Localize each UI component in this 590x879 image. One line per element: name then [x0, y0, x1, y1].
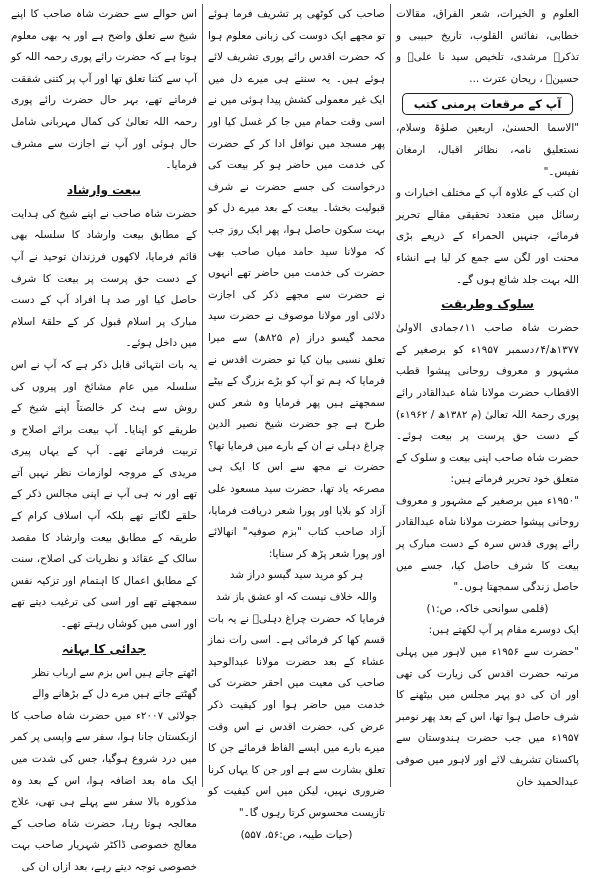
citation: (قلمی سوانحی خاکہ، ص:۱): [426, 602, 549, 615]
column-left: [6, 4, 202, 873]
paragraph: "۱۹۵۰ء میں برصغیر کے مشہور و معروف روحانی پیشوا حضرت مولانا شاہ عبدالقادر رائے پوری قدس سرہ کے دست مبارک پر بیعت کا شرف حاصل کیا، جسے میں حاصل زندگی سمجھتا ہوں۔": [396, 494, 579, 594]
paragraph: اس حوالے سے حضرت شاہ صاحب کا اپنے شیخ سے تعلق واضح ہے اور یہ بھی معلوم ہوتا ہے کہ حضرت رائے پوری رحمہ اللہ کو آپ سے کتنا تعلق تھا اور آپ پر کتنی شفقت فرماتے تھے، بہر حال حضرت رائے پوری رحمہ اللہ تعالیٰ کی کمال مہربانی شامل حال ہوئی اور آپ نے اجازت سے مشرف فرمایا۔: [11, 8, 197, 172]
paragraph: جولائی ۲۰۰۷ء میں حضرت شاہ صاحب کا ازبکستان جانا ہوا، سفر سے واپسی پر کمر میں درد شروع ہوگیا، جس کی شدت میں ایک ماہ بعد اضافہ ہوا، اس کے بعد وہ مذکورہ بالا سفر سے پہلے ہی تھی، علاج معالجہ ہوتا رہا، حضرت شاہ صاحب کے معالج خصوصی ڈاکٹر شہریار صاحب بہت خصوصی توجہ دیتے رہے، بعد ازاں ان کی: [11, 709, 197, 873]
section-heading: جدائی کا بہانہ: [62, 641, 146, 656]
verse-line: ہر کو مرید سید گیسو دراز شد: [229, 569, 364, 582]
paragraph: العلوم و الخیرات، شعر الفراق، مقالات خطابی، نفائس القلوب، تاریخ حبیبی و تذکرۂ مرشدی، تلخیص سید نا علیؓ و حسینؓ ، ریحان عترت ...: [396, 8, 579, 85]
paragraph: ان کتب کے علاوہ آپ کے مختلف اخبارات و رسائل میں متعدد تحقیقی مقالے تحریر فرمائے، جنہیں الحمراء کے ذریعے بڑی محنت اور لگن سے جمع کر لیا ہے انشاء اللہ بہت جلد شائع ہوں گے۔: [396, 187, 579, 286]
section-heading: سلوک وطریقت: [441, 297, 534, 312]
column-middle: [202, 4, 391, 841]
paragraph: صاحب کی کوٹھی پر تشریف فرما ہوئے تو مجھے ایک دوست کی زبانی معلوم ہوا کہ حضرت اقدس رائے پوری تشریف لائے ہوئے ہیں۔ یہ سنتے ہی میرے دل میں ایک غیر معمولی کشش پیدا ہوئی میں نے اسی وقت حمام میں جا کر غسل کیا اور پھر مسجد میں نوافل ادا کر کے حضرت کی خدمت میں حاضر ہو کر بیعت کی درخواست کی جسے حضرت نے شرف قبولیت بخشا۔ بیعت کے بعد میرے دل کو بہت سکون حاصل ہوا، پھر ایک روز جب کہ مولانا سید حامد میاں صاحب بھی حضرت کی خدمت میں حاضر تھے انہوں نے حضرت سے مجھے ذکر کی اجازت دلائی اور مولانا موصوف نے حضرت سید محمد گیسو دراز (م ۸۲۵ھ) سے میرا تعلق نسبی بیان کیا تو حضرت اقدس نے فرمایا کہ ہم تو آپ کو بڑے بزرگ کے بیٹے سمجھتے ہیں پھر فرمایا وہ شعر کس طرح ہے جو حضرت شیخ نصیر الدین چراغ دہلی نے ان کے بارے میں فرمایا تھا؟ حضرت نے مجھ سے اس کا ایک ہی مصرعہ یاد تھا، حضرت سید مسعود علی آزاد کو بلایا اور پورا شعر دریافت فرمایا، آزاد صاحب کتاب "بزم صوفیہ" انھالائے اور پورا شعر پڑھ کر سنایا:: [208, 8, 386, 560]
paragraph: حضرت شاہ صاحب نے اپنے شیخ کی ہدایت کے مطابق بیعت وارشاد کا سلسلہ بھی قائم فرمایا، لاکھوں فرزندان توحید نے آپ کے دست حق پرست پر بیعت کا شرف حاصل کیا اور صد ہا افراد آپ کے دست مبارک پر اسلام قبول کر کے حلقۂ اسلام میں داخل ہوئے۔: [11, 207, 197, 350]
citation: (حیات طیبہ، ص:۵۶، ۵۵۷): [240, 828, 353, 841]
section-heading-boxed: آپ کے مرقعات پرمنی کتب: [402, 93, 573, 115]
paragraph: ایک دوسرے مقام پر آپ لکھتے ہیں:: [428, 624, 579, 637]
paragraph: یہ بات انتہائی قابل ذکر ہے کہ آپ نے اس سلسلہ میں عام مشائخ اور پیروں کی روش سے ہٹ کر خالصتاً اپنے شیخ کے طریقے کو اپنایا۔ آپ بیعت برائے اصلاح و تربیت فرماتے تھے۔ آپ کے یہاں پیری مریدی کے مروجہ لوازمات نظر نہیں آتے تھے اور نہ ہی آپ نے اپنی مجالس ذکر کے حلقے لگاتے تھے بلکہ آپ اسلاف کرام کے طریقہ کے مطابق بیعت وارشاد کا مقصد سالک کے عقائد و نظریات کی اصلاح، سنت کے مطابق اعمال کا اہتمام اور تزکیہ نفس سمجھتے تھے اور اسی کی ترغیب دیتے تھے اور اسی میں کوشاں رہتے تھے۔: [11, 358, 197, 631]
verse-line: واللہ خلاف نیست کہ او عشق باز شد: [216, 591, 377, 604]
paragraph: "الاسما الحسنیٰ، اربعین صلوٰۃ وسلام، نستعلیق نامہ، نظائر اقبال، ارمغان نفیس۔": [396, 122, 579, 178]
paragraph: حضرت شاہ صاحب ۱۱؍جمادی الاولیٰ ۱۳۷۷ھ/۴؍دسمبر ۱۹۵۷ء کو برصغیر کے مشہور و معروف روحانی پیشوا قطب الاقطاب حضرت مولانا شاہ عبدالقادر رائے پوری رحمۃ اللہ تعالیٰ (م ۱۳۸۲ھ / ۱۹۶۲ء) کے دست حق پرست پر بیعت ہوئے۔ حضرت شاہ صاحب اپنی بیعت و سلوک کے متعلق خود تحریر فرماتے ہیں:: [396, 322, 579, 486]
paragraph: فرمایا کہ حضرت چراغ دہلیؒ نے یہ بات قسم کھا کر فرمائی ہے۔ اسی رات نماز عشاء کے بعد حضرت مولانا عبدالوحید صاحب کی معیت میں احقر حضرت کی خدمت میں حاضر ہوا اور کیفیت ذکر عرض کی، حضرت اقدس نے اس وقت میرے بارے میں ایسے الفاظ فرمائے جن کا تعلق بشارت سے ہے اور جن کا یہاں کرنا ضروری نہیں، لیکن میں اس کیفیت کو تازیست محسوس کرتا رہوں گا۔": [208, 612, 385, 819]
paragraph: "حضرت سے ۱۹۵۶ء میں لاہور میں پہلی مرتبہ حضرت اقدس کی زیارت کی تھی اور ان کی دو پہر مجلس میں بیٹھنے کا شرف حاصل ہوا تھا، اس کے بعد پھر نومبر ۱۹۵۷ء میں جب حضرت ہندوستان سے پاکستان تشریف لائے اور لاہور میں صوفی عبدالحمید خان: [396, 646, 579, 788]
paragraph: گھٹتے جاتے ہیں مرے دل کے بڑھانے والے: [32, 688, 197, 701]
section-heading: بیعت وارشاد: [66, 182, 141, 197]
column-right: [391, 4, 584, 787]
paragraph: اٹھتے جاتے ہیں اس بزم سے ارباب نظر: [32, 666, 197, 679]
